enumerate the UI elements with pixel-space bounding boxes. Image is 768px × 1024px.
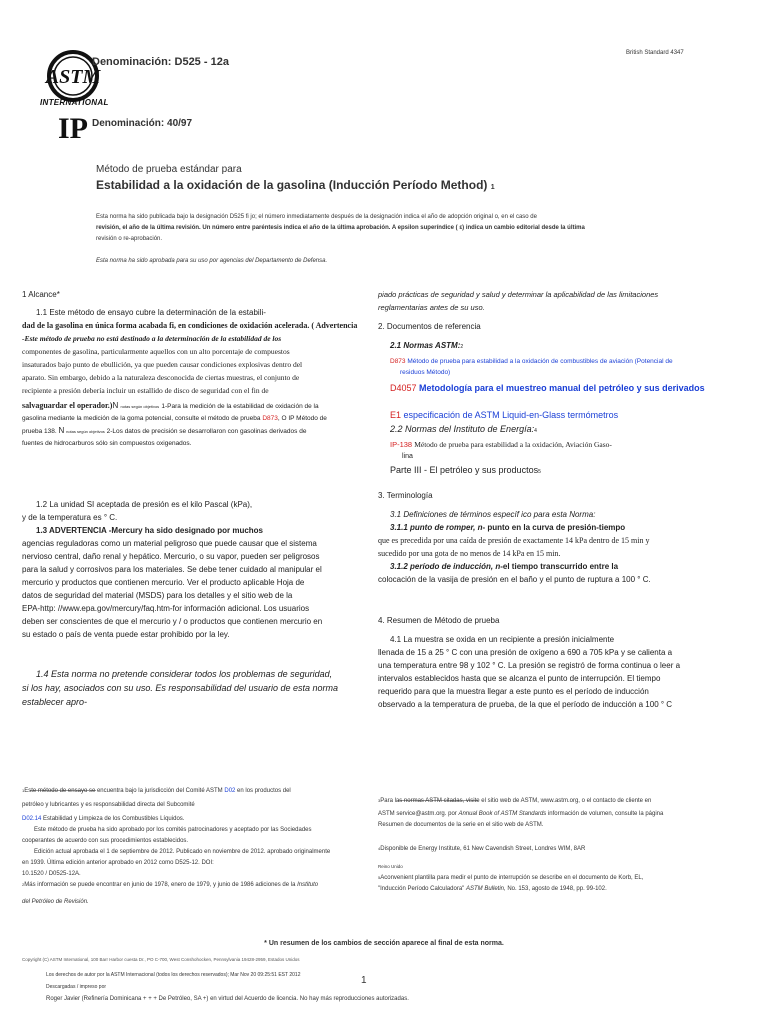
para-1-3h: EPA-http: //www.epa.gov/mercury/faq.htm-for información adicional. Los usuarios: [22, 604, 310, 613]
para-1-3a: 1.3 ADVERTENCIA -: [36, 526, 112, 535]
note-2-small: notas según objetivos: [66, 429, 105, 434]
ref-d873-code[interactable]: D873: [390, 358, 406, 365]
para-1-4-cont-a: piado prácticas de seguridad y salud y determinar la aplicabilidad de las limitaciones: [378, 290, 659, 299]
para-4-1e: requerido para que la muestra llegar a este punto es el período de inducción: [378, 687, 649, 696]
designation-astm: Denominación: D525 - 12a: [92, 56, 229, 68]
para-4-1f: observado a la temperatura de prueba, de la que el período de inducción a 100 ° C: [378, 700, 673, 709]
note-1-c: , O IP Método de: [277, 415, 327, 422]
footnote-4: 4Disponible de Energy Institute, 61 New Cavendish Street, Londres WIM, 8AR: [378, 846, 586, 852]
para-1-3d: nervioso central, daño renal y hepático. Mercurio, o su vapor, pueden ser peligrosos: [22, 552, 320, 561]
footnote-1-ref-d0214[interactable]: D02.14: [22, 816, 42, 822]
title-sup: 1: [490, 184, 495, 191]
para-1-3-head: [22, 524, 366, 537]
ref-ip138: [378, 438, 750, 451]
para-2-2: [378, 422, 750, 438]
british-standard: British Standard 4347: [626, 50, 684, 56]
footnote-5-line-a: 5Aconvenient plantilla para medir el punto de interrupción se describe en el documento de Korb, EL,: [378, 875, 644, 881]
footnote-3a: Para las normas ASTM citadas, visite el sitio web de ASTM, www.astm.org, o el contacto de cliente en: [380, 798, 652, 804]
footnote-1i: 10.1520 / D0525-12A.: [22, 871, 81, 877]
para-1-1h: salvaguardar el operador.): [22, 401, 113, 410]
para-1-4-cont-b: reglamentarias antes de su uso.: [378, 303, 485, 312]
footnotes-right: [378, 796, 750, 894]
para-1-2b: y de la temperatura es ° C.: [22, 513, 118, 522]
licensee: Roger Javier (Refinería Dominicana + + + De Petróleo, SA +) en virtud del Acuerdo de licencia. No hay más reproducciones autorizadas.: [46, 996, 409, 1002]
footnote-1e: Este método de prueba ha sido aprobado por los comités patrocinadores y aceptado por las Sociedades: [34, 827, 312, 833]
note-1-small: notas según objetivos: [120, 404, 160, 409]
note-1-ref-d873[interactable]: D873: [262, 415, 278, 422]
para-1-1d: componentes de gasolina, particularmente aquellos con un alto porcentaje de compuestos: [22, 347, 290, 356]
para-4-1a: 4.1 La muestra se oxida en un recipiente a presión inicialmente: [390, 635, 615, 644]
notice-line-3: revisión o re-aprobación.: [96, 236, 163, 242]
para-3-1-2b: -el tiempo transcurrido entre la: [500, 562, 619, 571]
para-1-1f: aparato. Sin embargo, debido a la naturaleza desconocida de ciertas muestras, el conjunto de: [22, 373, 300, 382]
footnote-1-line-d: [22, 815, 366, 824]
ref-d4057: [378, 380, 750, 396]
designation-ip: Denominación: 40/97: [92, 118, 193, 129]
para-1-1c: -Este método de prueba no está destinado a la determinación de la estabilidad de los: [22, 334, 282, 343]
footnotes-left: [22, 786, 366, 907]
section-1-heading: 1 Alcance*: [22, 290, 60, 299]
footnote-1d: Estabilidad y Limpieza de los Combustibles Líquidos.: [43, 816, 185, 822]
para-1-3e: para la salud y corrosivos para los materiales. Se debe tener cuidado al manipular el: [22, 565, 322, 574]
footnote-1-line-a: 1Este método de ensayo se encuentra bajo la jurisdicción del Comité ASTM D02 en los productos del: [22, 788, 291, 794]
rights: Los derechos de autor por la ASTM Internacional (todos los derechos reservados); Mar Nov 20 09:25:51 EST 2012: [46, 972, 301, 978]
para-1-4a: 1.4 Esta norma no pretende considerar todos los problemas de seguridad,: [36, 669, 333, 679]
ref-e1-code[interactable]: E1: [390, 410, 402, 420]
para-3-1: 3.1 Definiciones de términos específ ico para esta Norma:: [390, 510, 596, 519]
footnote-1a: Este método de ensayo se encuentra bajo la jurisdicción del Comité ASTM: [24, 788, 223, 794]
section-2-heading: 2. Documentos de referencia: [378, 322, 481, 331]
para-2-2-text: 2.2 Normas del Instituto de Energía:: [390, 424, 535, 434]
footnote-5-line-b: [378, 885, 750, 894]
para-1-1b: dad de la gasolina en única forma acabada fi, en condiciones de oxidación acelerada. ( Advertencia: [22, 321, 358, 330]
footnote-5-it: ASTM Bulletin,: [465, 886, 506, 892]
para-3-1-2c: colocación de la vasija de presión en el baño y el punto de ruptura a 100 ° C.: [378, 575, 651, 584]
astm-logo-sub: INTERNATIONAL: [40, 98, 109, 107]
note-2-tag: N: [58, 426, 65, 435]
footnote-2: 2Más información se puede encontrar en junio de 1978, enero de 1979, y junio de 1986 adiciones de la Instituto: [22, 882, 319, 888]
footnote-3-it: Annual Book of ASTM Standards: [458, 811, 547, 817]
copyright: Copyright (C) ASTM International, 100 Barr Harbor cuesta Dr., PO C-700, West Conshohocken, Pennsylvania 19428-2959, Estados Unidos: [22, 957, 300, 962]
notice: [96, 213, 680, 244]
summary-note: * Un resumen de los cambios de sección aparece al final de esta norma.: [264, 940, 504, 947]
para-1-1a: 1.1 Este método de ensayo cubre la determinación de la estabili-: [36, 308, 266, 317]
right-column: [378, 288, 750, 711]
para-1-3f: mercurio y productos que contienen mercurio. Ver el producto aplicable Hoja de: [22, 578, 305, 587]
para-1-2a: 1.2 La unidad SI aceptada de presión es el kilo Pascal (kPa),: [36, 500, 253, 509]
title-main: [96, 178, 495, 192]
footnote-1g: Edición actual aprobada el 1 de septiembre de 2012. Publicado en noviembre de 2012. aprobado originalmente: [34, 849, 331, 855]
ref-e1: [378, 408, 750, 422]
footnote-3d: Resumen de documentos de la serie en el sitio web de ASTM.: [378, 822, 544, 828]
para-1-3j: su estado o país de venta puede estar prohibido por la ley.: [22, 630, 230, 639]
para-2-1: [378, 339, 750, 354]
para-3-1-1c: que es precedida por una caída de presión de exactamente 14 kPa dentro de 15 min y: [378, 536, 650, 545]
ip-logo-icon: IP: [58, 112, 88, 145]
para-2-1-sup: 2: [460, 344, 464, 350]
ref-d4057-text[interactable]: Metodología para el muestreo manual del petróleo y sus derivados: [419, 383, 705, 393]
ref-d873-text[interactable]: Método de prueba para estabilidad a la oxidación de combustibles de aviación (Potencial de: [407, 358, 673, 365]
page-number: 1: [361, 975, 367, 986]
note-2-b: fuentes de hidrocarburos sólo sin compuestos oxigenados.: [22, 440, 192, 447]
para-3-1-1: [378, 521, 750, 534]
para-4-1d: intervalos establecidos hasta que se alcanza el punto de interrupción. El tiempo: [378, 674, 661, 683]
footnote-1c: petróleo y lubricantes y es responsabilidad directa del Subcomité: [22, 802, 195, 808]
note-1-d: prueba 138.: [22, 428, 57, 435]
part-iii-text: Parte III - El petróleo y sus productos: [390, 465, 539, 475]
ref-d873: [378, 356, 750, 367]
ref-d873-text2[interactable]: residuos Método): [400, 369, 451, 376]
note-2: [22, 425, 366, 438]
ref-ip138-text: Método de prueba para estabilidad a la oxidación, Aviación Gaso-: [414, 440, 612, 449]
footnote-1b: en los productos del: [237, 788, 291, 794]
note-2-text: 2-Los datos de precisión se desarrollaron con gasolinas derivados de: [106, 428, 307, 435]
footnote-3c: información de volumen, consulte la página: [547, 811, 664, 817]
ref-d4057-code[interactable]: D4057: [390, 383, 417, 393]
para-4-1c: una temperatura entre 98 y 102 ° C. La presión se registró de forma continua o leer a: [378, 661, 681, 670]
notice-line-1: Esta norma ha sido publicada bajo la designación D525 fi jo; el número inmediatamente después de la designación indica el año de adopción original o, en el caso de: [96, 214, 537, 220]
defense-approval: Esta norma ha sido aprobada para su uso por agencias del Departamento de Defensa.: [96, 258, 328, 264]
footnote-5c: No. 153, agosto de 1948, pp. 99-102.: [507, 886, 607, 892]
astm-logo-letters: ASTM: [45, 66, 101, 88]
footnote-1-ref-d02[interactable]: D02: [224, 788, 236, 794]
footnote-1h: en 1939. Última edición anterior aprobado en 2012 como D525-12. DOI:: [22, 860, 214, 866]
para-1-4b: si los hay, asociados con su uso. Es responsabilidad del usuario de esta norma: [22, 683, 339, 693]
footnote-3b: ASTM service@astm.org. por: [378, 811, 457, 817]
left-column: [22, 288, 366, 709]
para-2-1-text: 2.1 Normas ASTM:: [390, 341, 461, 350]
title-pre: Método de prueba estándar para: [96, 164, 242, 175]
footnote-3-line-b: [378, 810, 750, 819]
downloaded: Descargadas / impreso por: [46, 984, 107, 990]
para-4-1b: llenada de 15 a 25 ° C con una presión de oxígeno a 690 a 705 kPa y se calienta a: [378, 648, 673, 657]
para-3-1-1a: 3.1.1 punto de romper, n: [390, 523, 483, 532]
para-1-4c: establecer apro-: [22, 697, 88, 707]
ip-logo: [58, 112, 92, 146]
para-1-3b: Mercury ha sido designado por muchos: [111, 526, 264, 535]
para-3-1-2: [378, 560, 750, 573]
note-1-line-b: [22, 413, 366, 425]
part-iii-sup: 5: [538, 469, 541, 475]
ref-ip138-code[interactable]: IP-138: [390, 440, 413, 449]
ref-ip138-text2: lina: [402, 453, 413, 460]
footnote-4b: Reino Unido: [378, 864, 403, 869]
footnote-1f: cooperantes de acuerdo con sus procedimientos establecidos.: [22, 838, 189, 844]
para-1-1g: recipiente a presión debería incluir un estallido de disco de seguridad con el fin de: [22, 386, 269, 395]
para-2-2-sup: 4: [534, 428, 537, 434]
para-1-3i: deben ser conscientes de que el mercurio y / o productos que contienen mercurio en: [22, 617, 323, 626]
para-1-3g: datos de seguridad del material (MSDS) para los detalles y el sitio web de la: [22, 591, 293, 600]
footnote-4-text: Disponible de Energy Institute, 61 New Cavendish Street, Londres WIM, 8AR: [380, 846, 586, 852]
footnote-2-it: Instituto: [297, 882, 319, 888]
footnote-5b: "Inducción Período Calculadora": [378, 886, 465, 892]
para-3-1-1b: - punto en la curva de presión-tiempo: [482, 523, 626, 532]
para-1-1e: insaturados bajo punto de ebullición, ya que pueden causar condiciones explosivas dentro del: [22, 360, 303, 369]
para-3-1-2a: 3.1.2 período de inducción, n: [390, 562, 501, 571]
title-main-text: Estabilidad a la oxidación de la gasolina (Inducción Período Method): [96, 178, 488, 192]
footnote-5a: Aconvenient plantilla para medir el punto de interrupción se describe en el documento de Korb, EL,: [380, 875, 644, 881]
section-3-heading: 3. Terminología: [378, 491, 433, 500]
note-1: [22, 399, 366, 413]
ref-e1-text[interactable]: especificación de ASTM Liquid-en-Glass termómetros: [403, 410, 619, 420]
note-1-text: 1-Para la medición de la estabilidad de oxidación de la: [161, 403, 319, 410]
note-1-tag: N: [112, 401, 119, 410]
footnote-2b: del Petróleo de Revisión.: [22, 899, 89, 905]
notice-line-2: revisión, el año de la última revisión. Un número entre paréntesis indica el año de la última aprobación. A epsilon superíndice ( ε) indica un cambio editorial desde la última: [96, 225, 585, 231]
section-4-heading: 4. Resumen de Método de prueba: [378, 616, 500, 625]
footnote-3-line-a: 3Para las normas ASTM citadas, visite el sitio web de ASTM, www.astm.org, o el contacto de cliente en: [378, 798, 652, 804]
part-iii: [378, 463, 750, 479]
para-3-1-1d: sucedido por una gota de no menos de 14 kPa en 15 min.: [378, 549, 561, 558]
footnote-2a: Más información se puede encontrar en junio de 1978, enero de 1979, y junio de 1986 adiciones de la: [24, 882, 296, 888]
para-1-3c: agencias reguladoras como un material peligroso que puede causar que el sistema: [22, 539, 317, 548]
note-1-b: gasolina mediante la medición de la goma potencial, consulte el método de prueba: [22, 415, 261, 422]
